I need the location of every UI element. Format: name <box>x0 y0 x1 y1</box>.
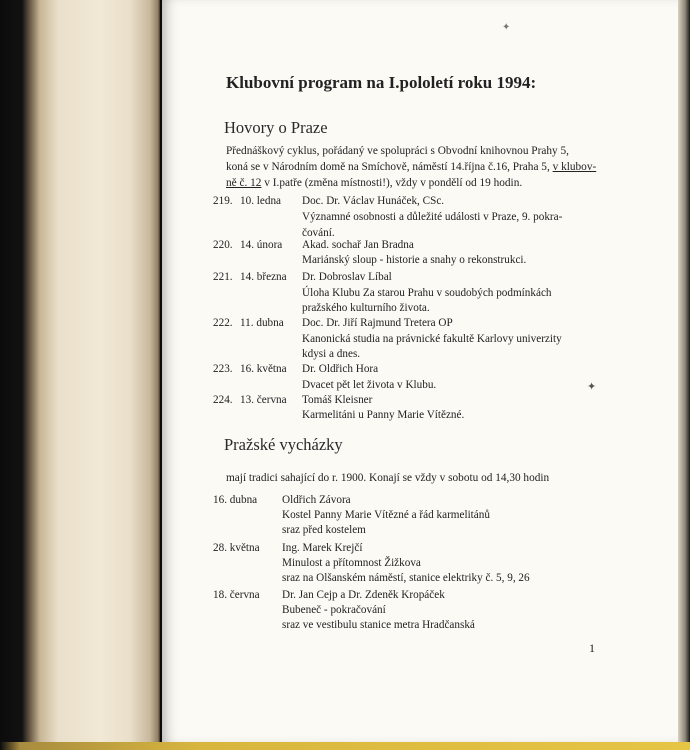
page-title: Klubovní program na I.pololetí roku 1994: <box>226 73 537 92</box>
walk-guide: Dr. Jan Cejp a Dr. Zdeněk Kropáček <box>282 589 445 601</box>
talk-topic: Mariánský sloup - historie a snahy o rekonstrukci. <box>302 254 527 266</box>
walk-date: 28. května <box>213 542 260 554</box>
talk-topic: Karmelitáni u Panny Marie Vítězné. <box>302 409 465 421</box>
walk-topic: Bubeneč - pokračování <box>282 604 386 616</box>
talk-topic: Kanonická studia na právnické fakultě Karlovy univerzity <box>302 333 562 345</box>
book-spine <box>0 0 160 750</box>
talk-date: 14. března <box>240 271 287 283</box>
talk-number: 224. <box>213 394 233 406</box>
talk-speaker: Doc. Dr. Jiří Rajmund Tretera OP <box>302 317 453 329</box>
talks-intro-line-3 <box>226 175 522 191</box>
talks-intro-underlined: v klubov- <box>552 161 597 173</box>
page-number: 1 <box>589 641 595 655</box>
talks-intro-text: v I.patře (změna místnosti!), vždy v pondělí od 19 hodin. <box>261 177 523 189</box>
walk-guide: Oldřich Závora <box>282 494 351 506</box>
book-cover-strip <box>0 742 690 750</box>
talk-topic: kdysi a dnes. <box>302 348 361 360</box>
walks-intro: mají tradici sahající do r. 1900. Konají se vždy v sobotu od 14,30 hodin <box>226 472 550 484</box>
walk-topic: Kostel Panny Marie Vítězné a řád karmelitánů <box>282 509 490 521</box>
talk-number: 219. <box>213 195 233 207</box>
talk-topic: Významné osobnosti a důležité události v Praze, 9. pokra- <box>302 211 563 223</box>
talk-topic: Úloha Klubu Za starou Prahu v soudobých podmínkách <box>302 287 552 299</box>
page-edge <box>678 0 690 742</box>
talk-date: 16. května <box>240 363 287 375</box>
talk-number: 223. <box>213 363 233 375</box>
walk-date: 16. dubna <box>213 494 258 506</box>
talk-number: 221. <box>213 271 233 283</box>
talk-speaker: Dr. Dobroslav Líbal <box>302 271 392 283</box>
talk-topic: Dvacet pět let života v Klubu. <box>302 379 437 391</box>
talk-date: 14. února <box>240 239 283 251</box>
walk-meeting-point: sraz ve vestibulu stanice metra Hradčanská <box>282 619 475 631</box>
talk-speaker: Akad. sochař Jan Bradna <box>302 239 414 251</box>
section-title-talks: Hovory o Praze <box>224 118 328 137</box>
talk-speaker: Doc. Dr. Václav Hunáček, CSc. <box>302 195 445 207</box>
pencil-mark-icon: ✦ <box>587 381 597 393</box>
talk-number: 222. <box>213 317 233 329</box>
section-title-walks: Pražské vycházky <box>224 435 343 454</box>
talks-intro-line-1: Přednáškový cyklus, pořádaný ve spolupráci s Obvodní knihovnou Prahy 5, <box>226 145 569 157</box>
talk-date: 13. června <box>240 394 287 406</box>
talks-intro-line-2 <box>226 159 596 175</box>
talk-speaker: Tomáš Kleisner <box>302 394 373 406</box>
walk-topic: Minulost a přítomnost Žižkova <box>282 557 421 569</box>
ink-speck-icon: ✦ <box>502 22 511 33</box>
walk-meeting-point: sraz před kostelem <box>282 524 366 536</box>
walk-meeting-point: sraz na Olšanském náměstí, stanice elektriky č. 5, 9, 26 <box>282 572 530 584</box>
talk-topic: čování. <box>302 227 335 239</box>
walk-date: 18. června <box>213 589 260 601</box>
talk-date: 10. ledna <box>240 195 282 207</box>
talk-date: 11. dubna <box>240 317 284 329</box>
talk-speaker: Dr. Oldřich Hora <box>302 363 379 375</box>
talk-topic: pražského kulturního života. <box>302 302 430 314</box>
talks-intro-text: koná se v Národním domě na Smíchově, náměstí 14.října č.16, Praha 5, <box>226 161 553 173</box>
talk-number: 220. <box>213 239 233 251</box>
talks-intro-underlined: ně č. 12 <box>226 177 262 189</box>
walk-guide: Ing. Marek Krejčí <box>282 542 363 554</box>
